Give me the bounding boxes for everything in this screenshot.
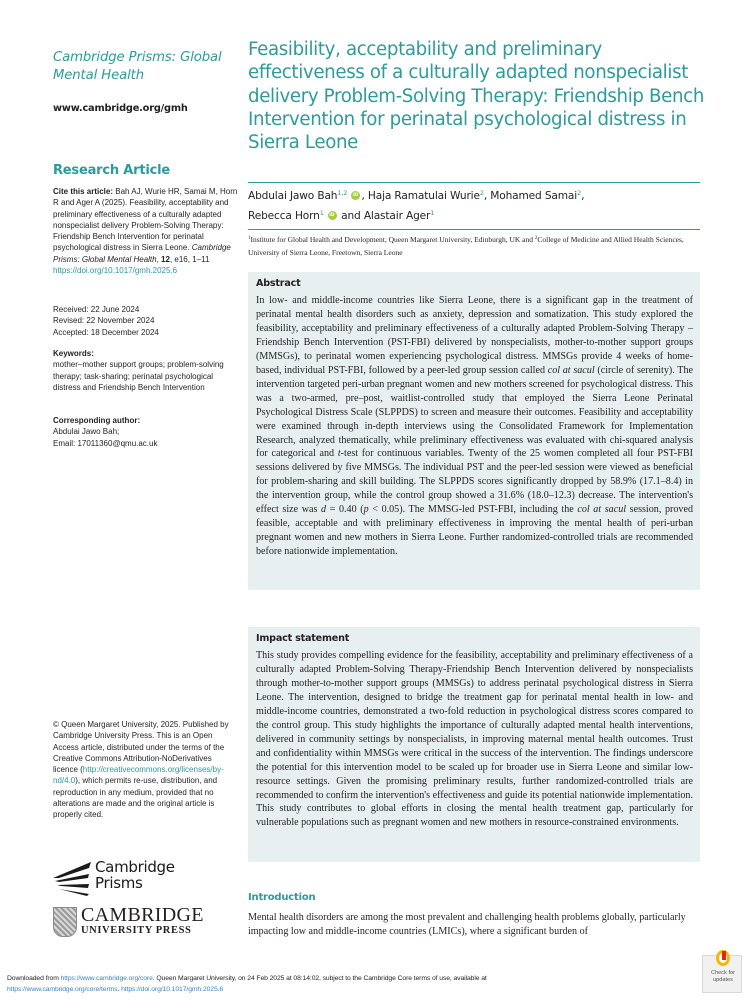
prisms-logo-line2: Prisms	[95, 874, 143, 892]
journal-name: Cambridge Prisms: Global Mental Health	[53, 50, 222, 83]
introduction-heading: Introduction	[248, 892, 316, 903]
footer-terms-link[interactable]: https://www.cambridge.org/core/terms	[7, 985, 118, 993]
impact-text: This study provides compelling evidence for the feasibility, acceptability and preliminary effectiveness of a culturally adapted Problem-Solving Therapy-Friendship Bench Intervention delivered by nonspecialists through mother-to-mother support groups (MMSGs) to address perinatal psychological distress in Sierra Leone. The intervention, designed to bridge the treatment gap for perinatal mental health in low- and middle-income countries, demonstrated a two-fold reduction in psychological distress scores compared to the control group. This study highlights the importance of culturally adapted mental health interventions, delivered in community settings by nonspecialists, in improving maternal mental health outcomes. Trust and confidentiality within MMSGs were critical in the success of the intervention. The findings underscore the potential for this intervention model to be scaled up for broader use in Sierra Leone and similar low-resource settings. Given the promising preliminary results, further randomized-controlled trials are recommended to confirm the intervention's effectiveness and guide its potential nationwide implementation. This study contributes to global efforts in closing the mental health treatment gap, particularly for vulnerable populations such as pregnant women and new mothers in resource-constrained environments.	[256, 650, 693, 829]
affil-1-text: Institute for Global Health and Development, Queen Margaret University, Edinburgh, UK and	[250, 235, 535, 244]
orcid-icon[interactable]	[328, 211, 337, 220]
corresponding-author-block	[53, 415, 238, 449]
license-block	[53, 719, 238, 821]
orcid-icon[interactable]	[351, 191, 360, 200]
footer-prefix: Downloaded from	[7, 975, 61, 982]
cup-logo-title: CAMBRIDGE	[81, 904, 204, 926]
footer-separator: .	[117, 985, 122, 993]
author-separator: ,	[581, 190, 585, 202]
download-footer	[7, 974, 667, 995]
author-affiliation-marker: 2	[479, 189, 484, 197]
cup-logo-subtitle: UNIVERSITY PRESS	[81, 925, 192, 936]
author-separator: ,	[361, 190, 368, 202]
email-link[interactable]: 17011360@qmu.ac.uk	[77, 438, 158, 448]
corresponding-name: Abdulai Jawo Bah;	[53, 427, 120, 437]
affil-1-number: 1	[248, 236, 251, 241]
article-title: Feasibility, acceptability and preliminary effectiveness of a culturally adapted nonspecialist delivery Problem-Solving Therapy: Friendship Bench Intervention for perinatal psychological distress in Sierra Leone	[248, 39, 705, 154]
cambridge-university-press-logo	[53, 905, 203, 941]
cup-shield-icon	[53, 907, 77, 937]
check-for-updates-label: Check for updates	[711, 970, 735, 983]
affiliations	[248, 234, 708, 259]
license-link[interactable]: http://creativecommons.org/licenses/by-nd/4.0	[53, 765, 224, 786]
footer-doi-link[interactable]: https://doi.org/10.1017/gmh.2025.6	[121, 985, 224, 993]
date-accepted: Accepted: 18 December 2024	[53, 327, 159, 337]
cite-volume: 12	[161, 254, 170, 264]
author-name[interactable]: Haja Ramatulai Wurie	[367, 190, 480, 202]
footer-core-link[interactable]: https://www.cambridge.org/core	[60, 975, 153, 982]
prisms-logo-line1: Cambridge	[95, 858, 175, 876]
citation-block: Cite this article: Bah AJ, Wurie HR, Samai M, Horn R and Ager A (2025). Feasibility, acceptability and preliminary effectiveness of a culturally adapted nonspecialist delivery Problem-Solving Therapy: Friendship Bench Intervention for perinatal psychological distress in Sierra Leone. Cambridge Prisms: Global Mental Health, 12, e16, 1–11 https://doi.org/10.1017/gmh.2025.6	[53, 187, 238, 276]
author-name[interactable]: Alastair Ager	[363, 210, 431, 222]
keywords-text: mother–mother support groups; problem-solving therapy; task-sharing; perinatal psychological distress and Friendship Bench Intervention	[53, 360, 224, 392]
author-divider	[248, 229, 700, 230]
impact-statement-box	[248, 627, 700, 862]
article-type: Research Article	[53, 163, 170, 178]
author-affiliation-marker: 1	[430, 209, 435, 217]
abstract-box	[248, 272, 700, 590]
author-name[interactable]: Abdulai Jawo Bah	[248, 190, 338, 202]
cite-text: Bah AJ, Wurie HR, Samai M, Horn R and Ager A (2025). Feasibility, acceptability and preliminary effectiveness of a culturally adapted nonspecialist delivery Problem-Solving Therapy: Friendship Bench Intervention for perinatal psychological distress in Sierra Leone.	[53, 187, 238, 253]
prisms-wing-icon	[53, 860, 93, 896]
keywords-block	[53, 348, 238, 393]
abstract-heading: Abstract	[256, 278, 301, 289]
cite-journal: Cambridge Prisms: Global Mental Health	[53, 243, 231, 264]
email-label: Email:	[53, 438, 78, 448]
author-affiliation-marker: 1,2	[337, 189, 348, 197]
cite-doi-link[interactable]: https://doi.org/10.1017/gmh.2025.6	[53, 266, 178, 276]
author-affiliation-marker: 1	[319, 209, 324, 217]
date-received: Received: 22 June 2024	[53, 305, 140, 314]
affil-2-number: 2	[534, 236, 538, 241]
abstract-text: In low- and middle-income countries like Sierra Leone, there is a significant gap in the treatment of perinatal mental health disorders such as anxiety, depression and somatization. This study explored the feasibility, acceptability and preliminary effectiveness of a culturally adapted Problem-Solving Therapy – Friendship Bench Intervention (PST-FBI) delivered by nonspecialists, mother-to-mother support groups (MMSGs), to perinatal women experiencing psychological distress. MMSGs provide 4 weeks of home-based, individual PST-FBI, followed by a peer-led group session called col at sacul (circle of serenity). The intervention targeted peri-urban pregnant women and new mothers screened for psychological distress. This was a two-armed, pre–post, waitlist-controlled study that employed the Sierra Leone Perinatal Psychological Distress Scale (SLPPDS) to screen and measure their outcomes. Feasibility and acceptability were examined through in-depth interviews using the Consolidated Framework for Implementation Research, analyzed thematically, while preliminary effectiveness was evaluated with chi-squared analysis for categorical and t-test for continuous variables. Twenty of the 25 women completed all four PST-FBI sessions delivered by five MMSGs. The individual PST and the peer-led session were viewed as beneficial for problem-sharing and skill building. The SLPPDS scores significantly dropped by 58.9% (17.1–8.4) in the intervention group, while the control group showed a 31.6% (18.0–12.3) decrease. The intervention's effect size was d = 0.40 (p < 0.05). The MMSG-led PST-FBI, including the col at sacul session, proved feasible, acceptable and with preliminary effectiveness in improving the mental health of peri-urban pregnant women and new mothers in Sierra Leone. Further randomized-controlled trials are recommended before nationwide implementation.	[256, 295, 694, 558]
author-list	[248, 186, 708, 226]
author-affiliation-marker: 2	[577, 189, 582, 197]
license-text-before: © Queen Margaret University, 2025. Published by Cambridge University Press. This is an Open Access article, distributed under the terms of the Creative Commons Attribution-NoDerivatives licence (	[53, 720, 229, 775]
author-name[interactable]: Rebecca Horn	[248, 210, 320, 222]
keywords-label: Keywords:	[53, 349, 94, 358]
cite-label: Cite this article:	[53, 187, 114, 196]
affil-2-text: College of Medicine and Allied Health Sciences, University of Sierra Leone, Freetown, Sierra Leone	[248, 235, 684, 257]
title-divider	[248, 182, 700, 183]
dates-block	[53, 304, 238, 338]
corresponding-label: Corresponding author:	[53, 416, 141, 425]
author-separator: and	[337, 210, 364, 222]
author-separator: ,	[483, 190, 491, 202]
journal-url-link[interactable]: www.cambridge.org/gmh	[53, 103, 188, 114]
impact-heading: Impact statement	[256, 633, 350, 644]
author-name[interactable]: Mohamed Samai	[490, 190, 578, 202]
introduction-text: Mental health disorders are among the most prevalent and challenging health problems globally, particularly impacting low and middle-income countries (LMICs), where a significant burden of	[248, 912, 686, 937]
crossmark-icon	[716, 950, 730, 966]
check-for-updates-button[interactable]	[702, 955, 742, 993]
license-text-after: ), which permits re-use, distribution, and reproduction in any medium, provided that no alterations are made and the original article is properly cited.	[53, 776, 218, 820]
date-revised: Revised: 22 November 2024	[53, 316, 155, 326]
footer-middle: . Queen Margaret University, on 24 Feb 2025 at 08:14:02, subject to the Cambridge Core terms of use, available at	[152, 975, 487, 982]
cite-pages: , e16, 1–11	[169, 254, 210, 264]
cambridge-prisms-logo	[53, 860, 193, 896]
